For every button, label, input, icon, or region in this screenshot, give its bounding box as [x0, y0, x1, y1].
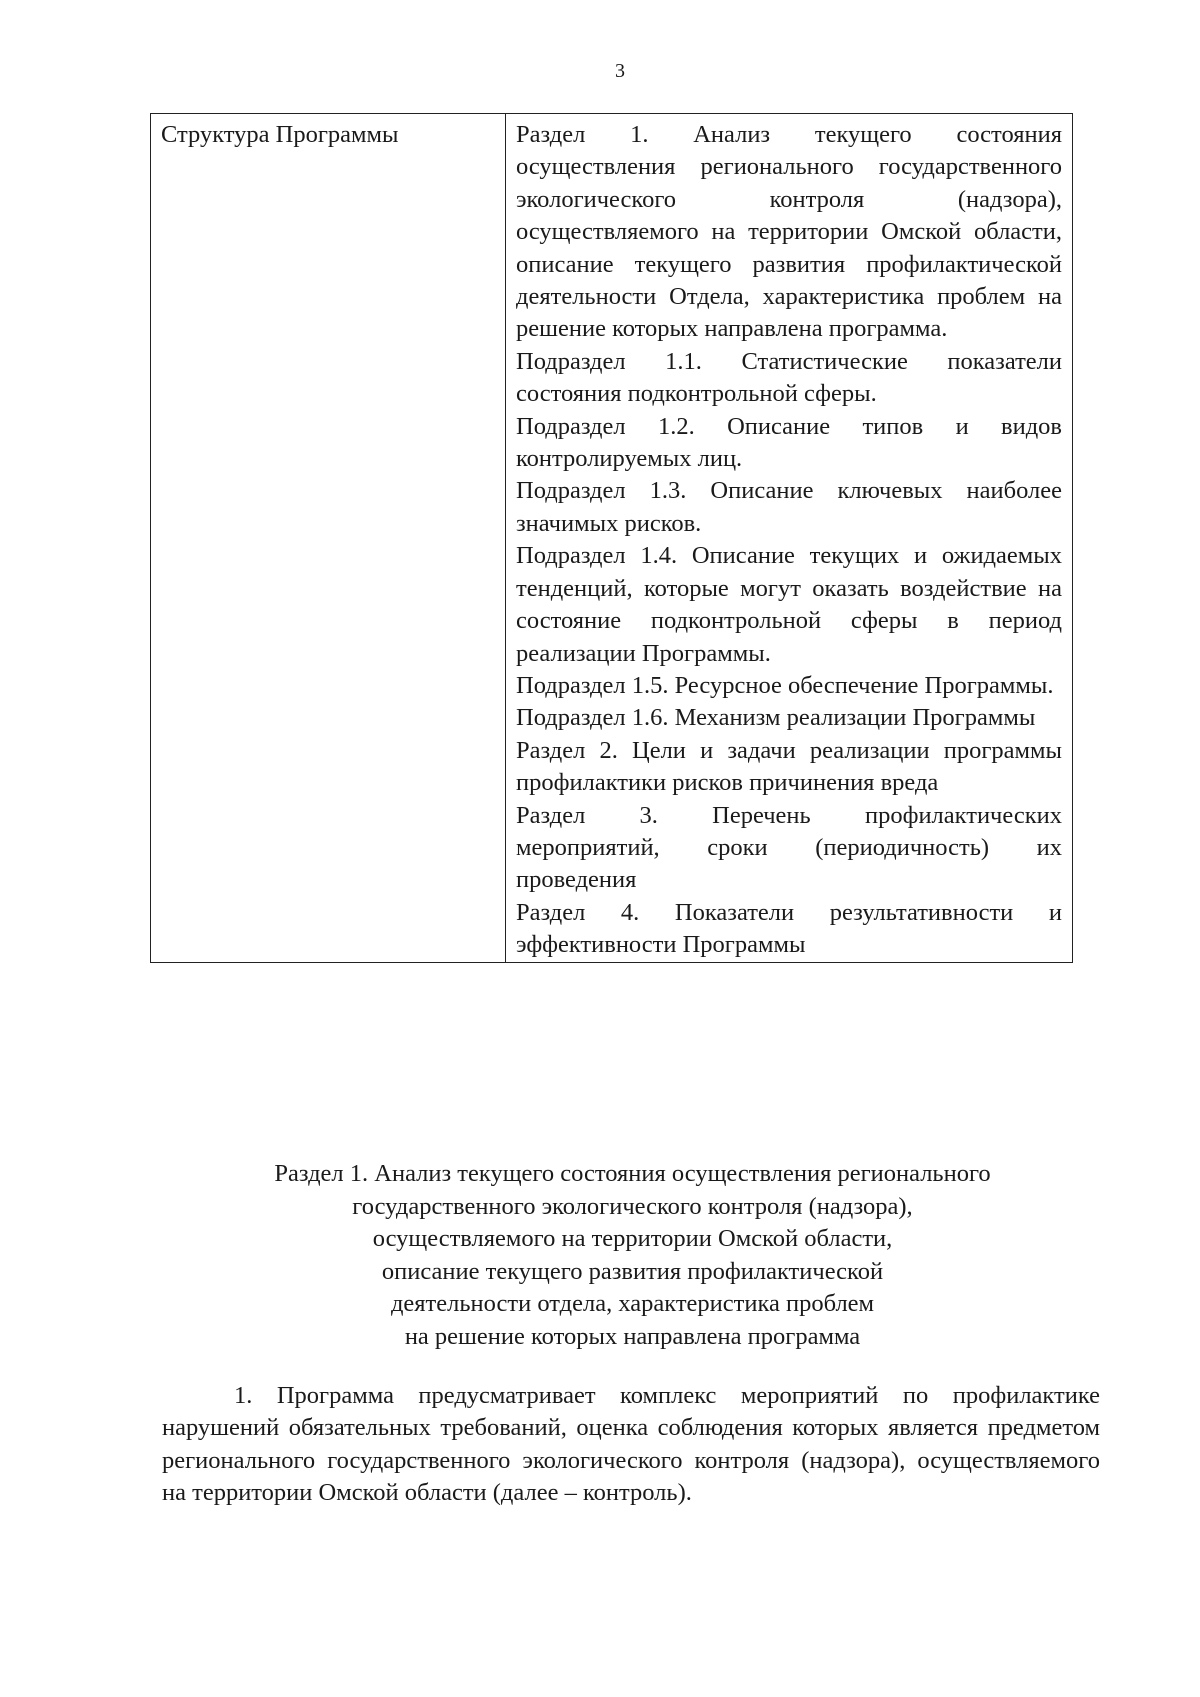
- structure-item: Раздел 4. Показатели результативности и эффективности Программы: [516, 898, 1062, 959]
- section-heading-line: описание текущего развития профилактической: [381, 1257, 884, 1285]
- body-paragraph: 1. Программа предусматривает комплекс мероприятий по профилактике нарушений обязательных требований, оценка соблюдения которых является предметом регионального государственного экологического контроля (надзора), осуществляемого на территории Омской области (далее – контроль).: [162, 1382, 1100, 1507]
- section-heading-line: государственного экологического контроля (надзора),: [352, 1192, 913, 1220]
- section-heading-line: на решение которых направлена программа: [404, 1322, 861, 1350]
- section-heading-line: осуществляемого на территории Омской области,: [372, 1225, 893, 1252]
- structure-item: Подраздел 1.3. Описание ключевых наиболее значимых рисков.: [516, 477, 1062, 537]
- structure-item: Подраздел 1.4. Описание текущих и ожидаемых тенденций, которые могут оказать воздействие на состояние подконтрольной сферы в период реализации Программы.: [516, 542, 1062, 667]
- table-label-cell: [151, 114, 506, 963]
- structure-item: Раздел 2. Цели и задачи реализации программы профилактики рисков причинения вреда: [516, 736, 1062, 797]
- section-heading-line: деятельности отдела, характеристика проблем: [390, 1290, 875, 1317]
- page-number: 3: [615, 60, 625, 82]
- section-heading: [150, 1158, 1115, 1353]
- program-structure-table: [150, 113, 1073, 963]
- structure-item: Подраздел 1.2. Описание типов и видов контролируемых лиц.: [516, 412, 1062, 473]
- table-row: [151, 114, 1073, 963]
- section-heading-line: Раздел 1. Анализ текущего состояния осуществления регионального: [274, 1160, 991, 1187]
- structure-item: Раздел 3. Перечень профилактических мероприятий, сроки (периодичность) их проведения: [516, 801, 1062, 894]
- table-label: Структура Программы: [161, 121, 399, 148]
- structure-item: Подраздел 1.6. Механизм реализации Программы: [516, 704, 1036, 732]
- table-content-cell: [506, 114, 1073, 963]
- structure-item: Подраздел 1.1. Статистические показатели состояния подконтрольной сферы.: [516, 347, 1062, 408]
- structure-item: Раздел 1. Анализ текущего состояния осуществления регионального государственного экологического контроля (надзора), осуществляемого на территории Омской области, описание текущего развития профилактической деятельности Отдела, характеристика проблем на решение которых направлена программа.: [516, 121, 1062, 343]
- structure-item: Подраздел 1.5. Ресурсное обеспечение Программы.: [516, 671, 1054, 699]
